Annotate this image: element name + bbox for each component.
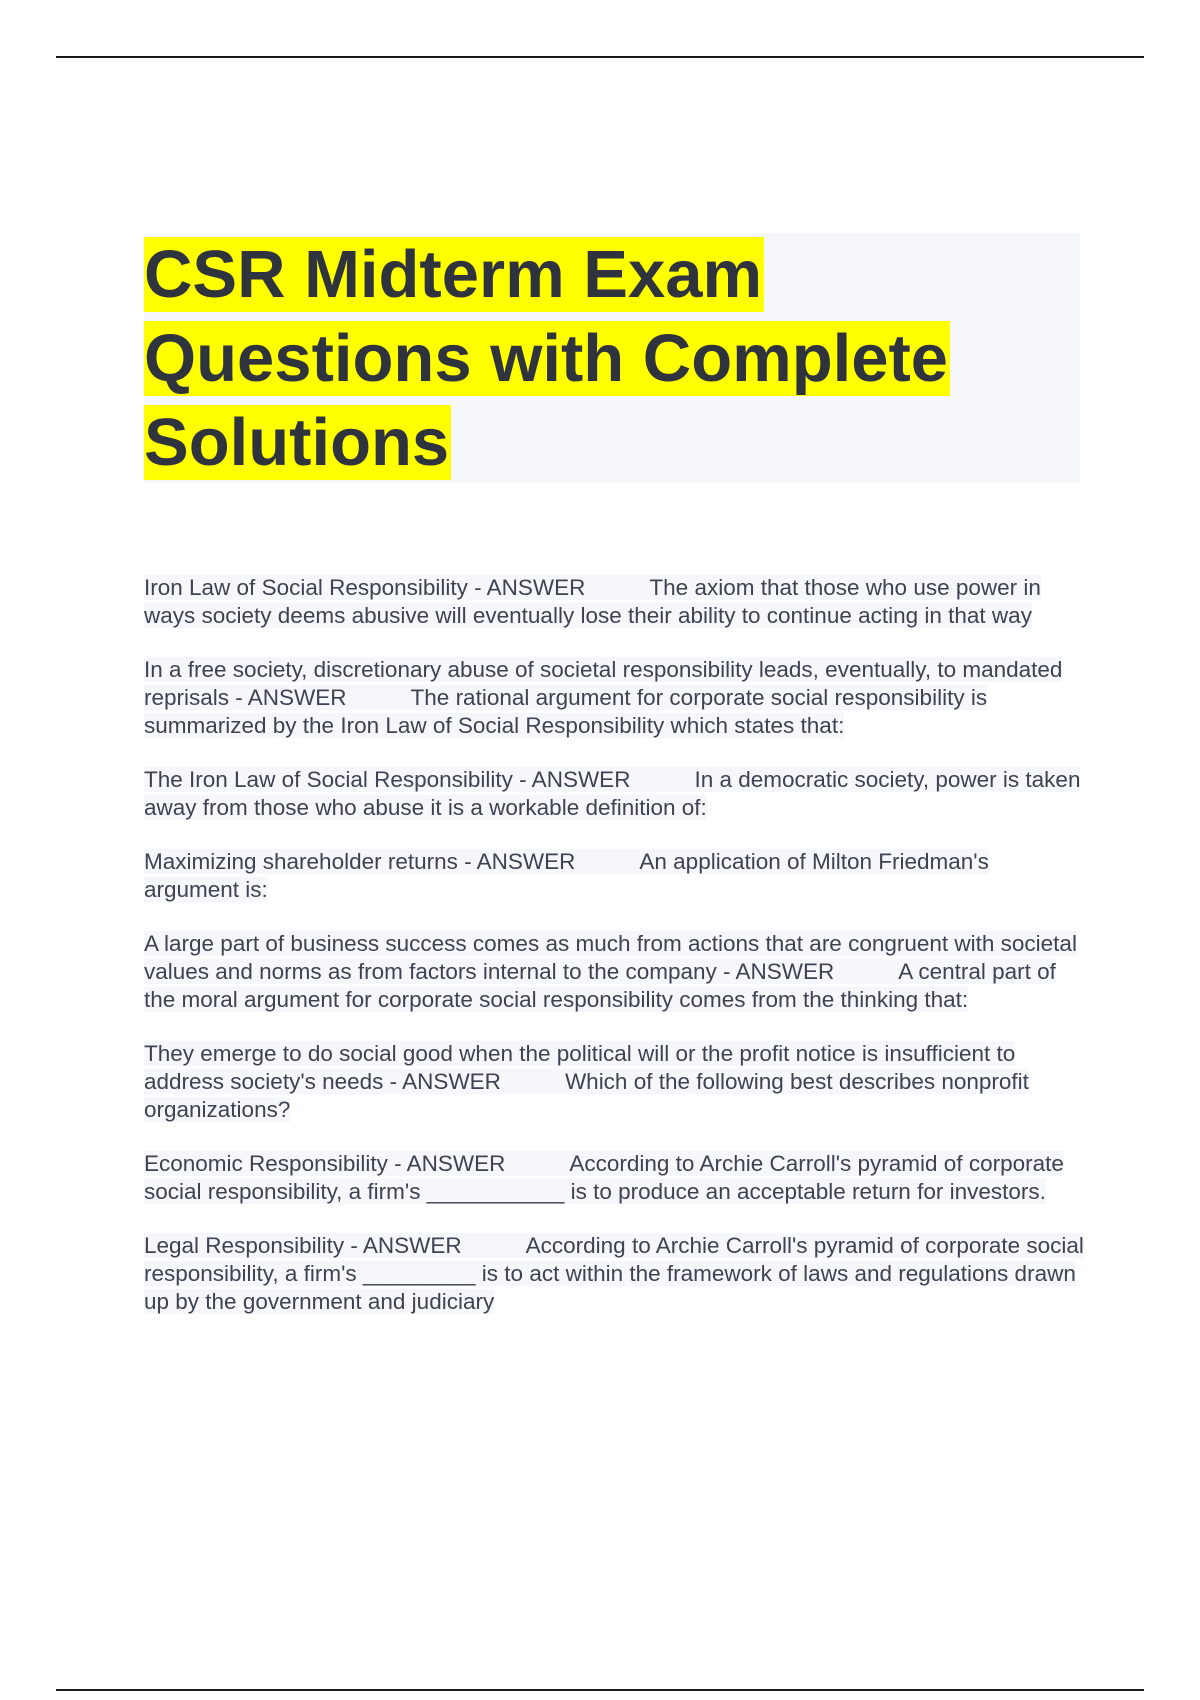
qa-item	[144, 930, 1084, 1014]
qa-term: Legal Responsibility - ANSWER	[144, 1233, 462, 1258]
qa-term: Iron Law of Social Responsibility - ANSWER	[144, 575, 586, 600]
qa-definition: The rational argument for corporate social responsibility is summarized by the Iron Law of Social Responsibility which states that:	[144, 685, 988, 738]
qa-definition: An application of Milton Friedman's argument is:	[144, 849, 989, 902]
title-line-3: Solutions	[144, 405, 450, 480]
qa-list	[144, 574, 1084, 1342]
qa-item	[144, 766, 1084, 822]
qa-item	[144, 848, 1084, 904]
qa-term: In a free society, discretionary abuse of societal responsibility leads, eventually, to mandated reprisals - ANSWER	[144, 657, 1063, 710]
qa-definition: The axiom that those who use power in ways society deems abusive will eventually lose their ability to continue acting in that way	[144, 575, 1041, 628]
qa-definition: In a democratic society, power is taken away from those who abuse it is a workable definition of:	[144, 767, 1081, 820]
title-block	[144, 233, 1080, 483]
qa-term: Economic Responsibility - ANSWER	[144, 1151, 506, 1176]
qa-term: The Iron Law of Social Responsibility - ANSWER	[144, 767, 631, 792]
qa-term: Maximizing shareholder returns - ANSWER	[144, 849, 576, 874]
top-rule	[56, 56, 1144, 58]
qa-definition: Which of the following best describes nonprofit organizations?	[144, 1069, 1029, 1122]
qa-item	[144, 1232, 1084, 1316]
title-line-1: CSR Midterm Exam	[144, 237, 763, 312]
qa-item	[144, 574, 1084, 630]
title-line-2: Questions with Complete	[144, 321, 949, 396]
qa-term: A large part of business success comes as much from actions that are congruent with societal values and norms as from factors internal to the company - ANSWER	[144, 931, 1077, 984]
qa-definition: According to Archie Carroll's pyramid of corporate social responsibility, a firm's ___________ is to produce an acceptable return for investors.	[144, 1151, 1064, 1204]
qa-item	[144, 1040, 1084, 1124]
bottom-rule	[56, 1689, 1144, 1691]
qa-item	[144, 1150, 1084, 1206]
qa-item	[144, 656, 1084, 740]
qa-definition: According to Archie Carroll's pyramid of corporate social responsibility, a firm's _________ is to act within the framework of laws and regulations drawn up by the government and judiciary	[144, 1233, 1084, 1314]
document-title	[144, 233, 1080, 485]
qa-term: They emerge to do social good when the political will or the profit notice is insufficient to address society's needs - ANSWER	[144, 1041, 1016, 1094]
qa-definition: A central part of the moral argument for corporate social responsibility comes from the thinking that:	[144, 959, 1056, 1012]
